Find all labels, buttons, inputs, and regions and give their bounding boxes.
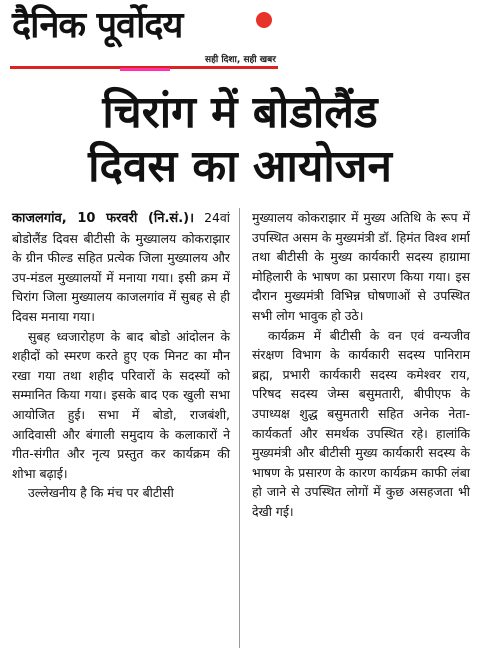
article-paragraph: सुबह ध्वजारोहण के बाद बोडो आंदोलन के शहीदों को स्मरण करते हुए एक मिनट का मौन रखा गया तथा शहीद परिवारों के सदस्यों को सम्मानित किया गया। इसके बाद एक खुली सभा आयोजित हुई। सभा में बोडो, राजबंशी, आदिवासी और बंगाली समुदाय के कलाकारों ने गीत-संगीत और नृत्य प्रस्तुत कर कार्यक्रम की शोभा बढ़ाई। xyxy=(12,328,230,481)
article-paragraph xyxy=(12,208,230,327)
masthead-logo xyxy=(10,2,280,70)
article-paragraph: उल्लेखनीय है कि मंच पर बीटीसी xyxy=(28,485,174,501)
paragraph-text: 24वां बोडोलैंड दिवस बीटीसी के मुख्यालय कोकराझार के ग्रीन फील्ड सहित प्रत्येक जिला मुख्यालय और उप-मंडल मुख्यालयों में मनाया गया। इसी क्रम में चिरांग जिला मुख्यालय काजलगांव में सुबह से ही दिवस मनाया गया। xyxy=(12,210,230,324)
headline-line-1: चिरांग में बोडोलैंड xyxy=(102,87,378,138)
article-paragraph: मुख्यालय कोकराझार में मुख्य अतिथि के रूप में उपस्थित असम के मुख्यमंत्री डॉ. हिमंत विश्व शर्मा तथा बीटीसी के मुख्य कार्यकारी सदस्य हाग्रामा मोहिलारी के भाषण का प्रसारण किया गया। इस दौरान मुख्यमंत्री विभिन्न घोषणाओं से उपस्थित सभी लोग भावुक हो उठे। xyxy=(252,210,470,323)
newspaper-tagline: सही दिशा, सही खबर xyxy=(205,55,276,65)
masthead-rule-accent xyxy=(120,68,170,71)
article-paragraph: कार्यक्रम में बीटीसी के वन एवं वन्यजीव संरक्षण विभाग के कार्यकारी सदस्य पानिराम ब्रह्म, प्रभारी कार्यकारी सदस्य कमेश्वर राय, परिषद सदस्य जेम्स बसुमतारी, बीपीएफ के उपाध्यक्ष शुद्ध बसुमतारी सहित अनेक नेता-कार्यकर्ता और समर्थक उपस्थित रहे। हालांकि मुख्यमंत्री और बीटीसी मुख्य कार्यकारी सदस्य के भाषण के प्रसारण के कारण कार्यक्रम काफी लंबा हो जाने से उपस्थित लोगों में कुछ असहजता भी देखी गई। xyxy=(252,327,470,519)
newspaper-title: दैनिक पूर्वोदय xyxy=(12,5,183,46)
column-divider xyxy=(239,208,240,648)
sun-logo-icon xyxy=(256,12,272,28)
article-headline xyxy=(0,86,480,194)
article-column-left xyxy=(12,208,230,503)
dateline: काजलगांव, 10 फरवरी (नि.सं.)। xyxy=(12,211,195,226)
article-column-right xyxy=(252,208,470,522)
headline-line-2: दिवस का आयोजन xyxy=(88,141,392,192)
